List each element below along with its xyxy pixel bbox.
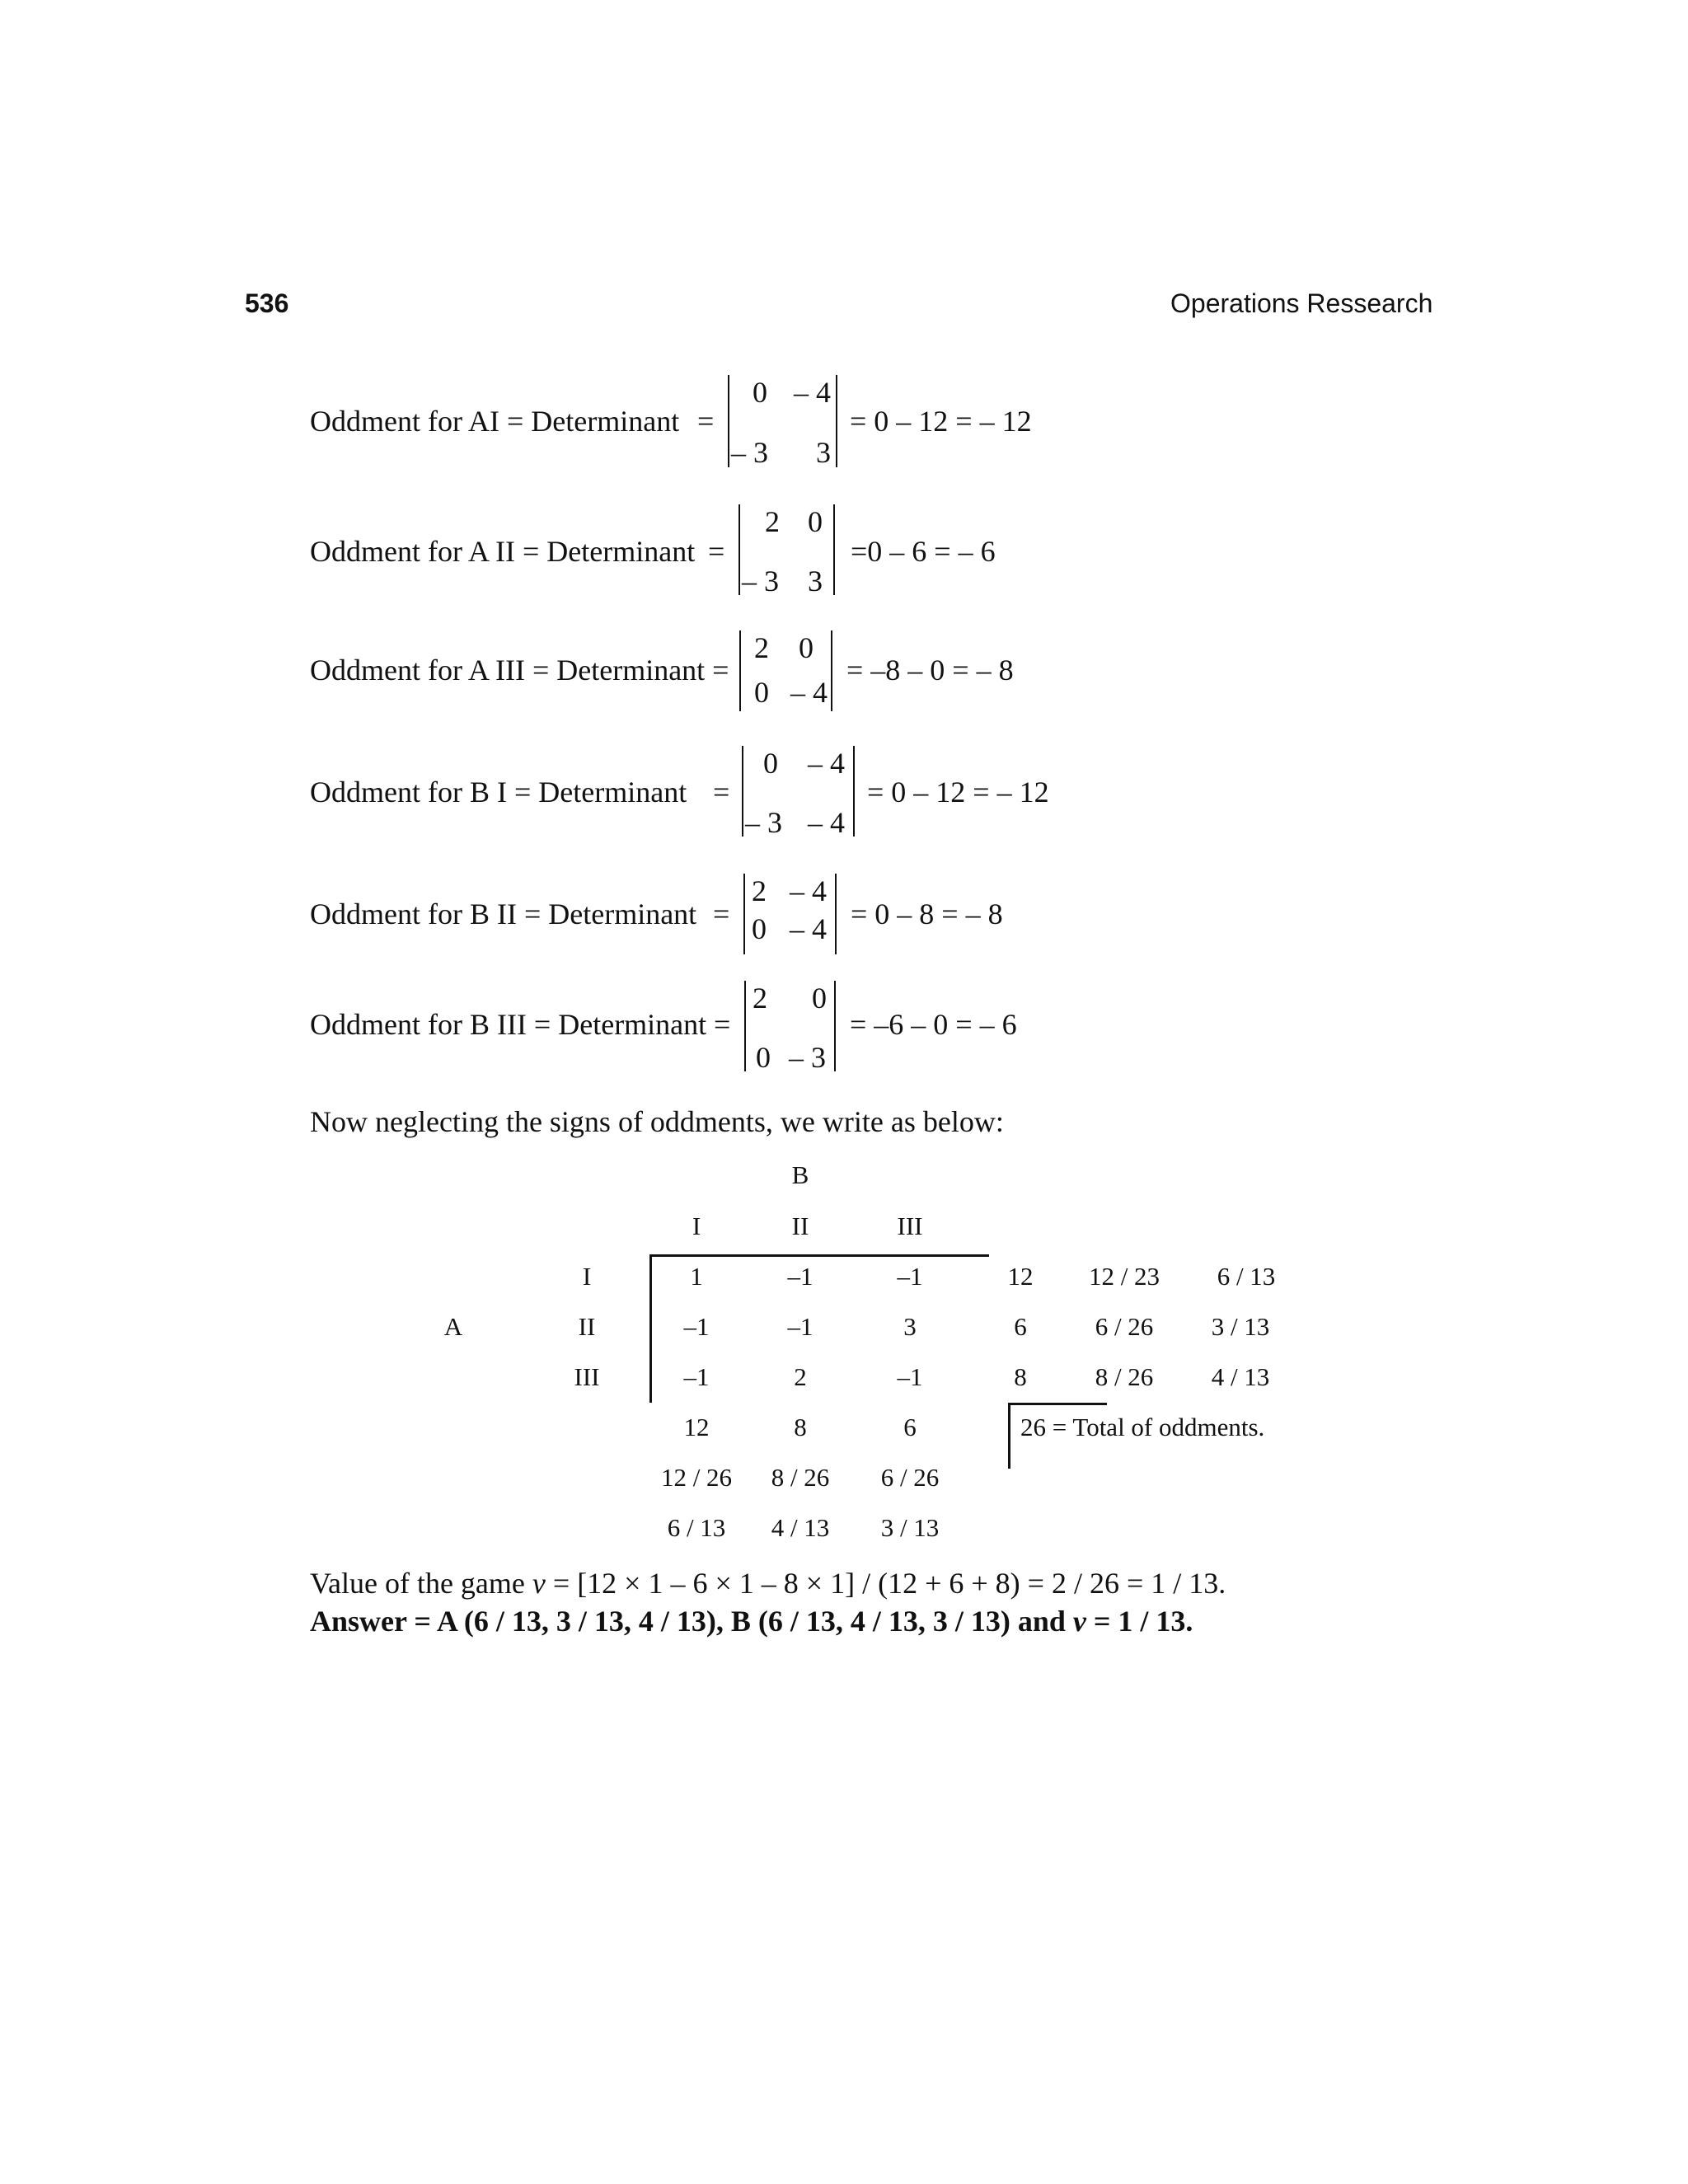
matrix-cell: 2 — [754, 631, 769, 664]
col-header: III — [897, 1212, 923, 1240]
answer-tail: = 1 / 13. — [1085, 1605, 1193, 1638]
matrix-cell: – 4 — [808, 747, 845, 780]
row-header: II — [578, 1312, 596, 1341]
matrix-cell: 0 — [812, 982, 827, 1015]
matrix-cell: 2 — [752, 874, 767, 907]
matrix-cell: 2 — [765, 505, 780, 538]
matrix-cell: – 3 — [745, 806, 782, 839]
equals-sign: = — [713, 776, 730, 808]
matrix-cell: – 3 — [742, 565, 779, 598]
matrix-cell: – 4 — [808, 806, 845, 839]
matrix-cell: – 4 — [794, 376, 831, 409]
answer-text: = A (6 / 13, 3 / 13, 4 / 13), B (6 / 13, 4 / 13, 3 / 13) and — [406, 1605, 1073, 1638]
total-rule-top — [1008, 1403, 1107, 1405]
row-oddment: 12 — [1007, 1262, 1034, 1291]
matrix-cell: 0 — [754, 676, 769, 709]
matrix-cell: – 3 — [731, 436, 768, 469]
row-fraction: 8 / 26 — [1095, 1362, 1154, 1391]
oddment-result: = 0 – 12 = – 12 — [867, 776, 1049, 808]
payoff-cell: –1 — [683, 1362, 710, 1391]
determinant-matrix — [744, 981, 836, 1074]
matrix-cell: 2 — [753, 982, 767, 1015]
row-header: I — [582, 1262, 592, 1291]
payoff-cell: –1 — [897, 1262, 923, 1291]
matrix-cell: 3 — [808, 565, 823, 598]
col-fraction: 12 / 26 — [660, 1463, 733, 1492]
equals-sign: = — [713, 898, 730, 930]
value-symbol: v — [532, 1567, 546, 1600]
row-oddment: 8 — [1014, 1362, 1027, 1391]
oddment-result: = –6 – 0 = – 6 — [850, 1008, 1017, 1041]
value-formula: = [12 × 1 – 6 × 1 – 8 × 1] / (12 + 6 + 8) = 2 / 26 = 1 / 13. — [545, 1567, 1226, 1600]
payoff-cell: –1 — [787, 1262, 814, 1291]
equals-sign: = — [714, 1008, 731, 1041]
oddment-label: Oddment for AI = Determinant — [310, 405, 680, 438]
payoff-cell: 1 — [690, 1262, 703, 1291]
value-prefix: Value of the game — [310, 1567, 532, 1600]
payoff-cell: –1 — [683, 1312, 710, 1341]
row-header: III — [574, 1362, 600, 1391]
total-oddments-note: 26 = Total of oddments. — [1020, 1413, 1265, 1441]
col-header: II — [791, 1212, 809, 1240]
running-title: Operations Ressearch — [1170, 288, 1433, 318]
row-fraction: 6 / 26 — [1095, 1312, 1154, 1341]
payoff-cell: 2 — [794, 1362, 807, 1391]
col-oddment: 6 — [903, 1413, 917, 1441]
answer-line — [310, 1604, 1193, 1638]
payoff-cell: –1 — [787, 1312, 814, 1341]
matrix-cell: – 3 — [789, 1041, 826, 1074]
row-fraction: 12 / 23 — [1088, 1262, 1160, 1291]
oddment-result: =0 – 6 = – 6 — [851, 535, 996, 568]
determinant-matrix — [739, 630, 832, 711]
oddment-label: Oddment for B I = Determinant — [310, 776, 687, 808]
matrix-cell: 0 — [808, 505, 823, 538]
oddment-result: = 0 – 12 = – 12 — [850, 405, 1032, 438]
col-fraction: 8 / 26 — [771, 1463, 830, 1492]
matrix-cell: 0 — [763, 747, 778, 780]
determinant-matrix — [738, 504, 835, 598]
determinant-matrix — [728, 375, 837, 467]
answer-value-symbol: v — [1072, 1605, 1086, 1638]
col-simplified: 3 / 13 — [880, 1513, 940, 1542]
oddment-result: = 0 – 8 = – 8 — [851, 898, 1003, 930]
col-fraction: 6 / 26 — [880, 1463, 940, 1492]
oddment-result: = –8 – 0 = – 8 — [846, 654, 1014, 687]
oddment-label: Oddment for B II = Determinant — [310, 898, 697, 930]
answer-label: Answer — [310, 1605, 407, 1638]
payoff-cell: 3 — [903, 1312, 917, 1341]
header-rule — [649, 1254, 989, 1257]
matrix-cell: 0 — [756, 1041, 771, 1074]
matrix-cell: 0 — [753, 376, 767, 409]
equals-sign: = — [708, 535, 725, 568]
matrix-cell: – 4 — [790, 676, 828, 709]
row-simplified: 3 / 13 — [1211, 1312, 1270, 1341]
oddment-label: Oddment for B III = Determinant — [310, 1008, 707, 1041]
row-simplified: 4 / 13 — [1211, 1362, 1270, 1391]
matrix-cell: 0 — [752, 912, 767, 945]
col-oddment: 8 — [794, 1413, 807, 1441]
page-number: 536 — [245, 288, 289, 318]
total-rule-side — [1008, 1403, 1010, 1469]
matrix-cell: 3 — [816, 436, 831, 469]
oddment-label: Oddment for A III = Determinant = — [310, 654, 729, 687]
row-simplified: 6 / 13 — [1217, 1262, 1276, 1291]
row-player-label: A — [443, 1312, 463, 1341]
payoff-cell: –1 — [897, 1362, 923, 1391]
matrix-cell: – 4 — [790, 874, 827, 907]
matrix-cell: 0 — [799, 631, 814, 664]
col-simplified: 4 / 13 — [771, 1513, 830, 1542]
col-player-label: B — [791, 1160, 809, 1189]
col-simplified: 6 / 13 — [667, 1513, 726, 1542]
equals-sign: = — [697, 405, 715, 438]
matrix-cell: – 4 — [790, 912, 827, 945]
oddment-label: Oddment for A II = Determinant — [310, 535, 696, 568]
value-of-game-line — [310, 1566, 1226, 1601]
row-oddment: 6 — [1014, 1312, 1027, 1341]
col-oddment: 12 — [683, 1413, 710, 1441]
intro-text: Now neglecting the signs of oddments, we write as below: — [310, 1105, 1004, 1138]
determinant-matrix — [743, 874, 837, 954]
determinant-matrix — [742, 746, 855, 837]
col-header: I — [692, 1212, 701, 1240]
